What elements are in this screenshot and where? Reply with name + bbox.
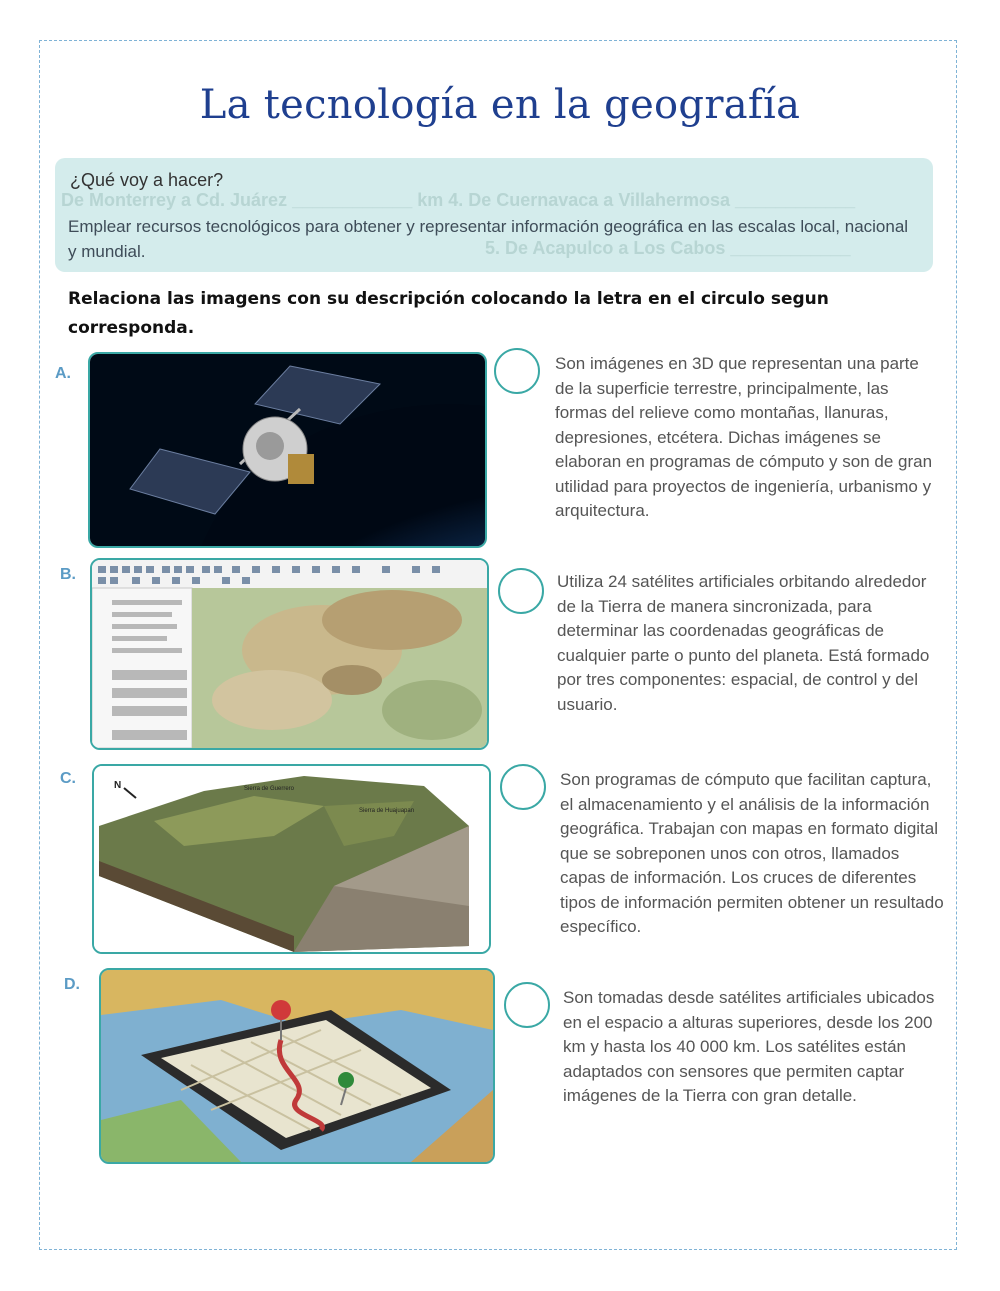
answer-circle-c[interactable] bbox=[500, 764, 546, 810]
map-pin-icon bbox=[271, 1000, 291, 1020]
description-c: Son programas de cómputo que facilitan captura, el almacenamiento y el análisis de la información geográfica. Trabajan con mapas en formato digital que se sobreponen unos con otros, llamados capas de información. Los cruces de diferentes tipos de información permiten obtener un resultado específico. bbox=[560, 770, 944, 936]
3d-terrain-model-image bbox=[92, 764, 491, 954]
answer-circle-a[interactable] bbox=[494, 348, 540, 394]
answer-circle-b[interactable] bbox=[498, 568, 544, 614]
item-letter-c: C. bbox=[60, 770, 76, 787]
smartphone-gps-map-image bbox=[99, 968, 495, 1164]
description-d: Son tomadas desde satélites artificiales ubicados en el espacio a alturas superiores, desde los 200 km y hasta los 40 000 km. Los satélites están adaptados con sensores que permiten captar imágenes de la Tierra con gran detalle. bbox=[563, 988, 935, 1105]
banner-heading: ¿Qué voy a hacer? bbox=[70, 170, 224, 190]
map-label: Sierra de Guerrero bbox=[244, 786, 295, 792]
instruction-text: Relaciona las imagens con su descripción colocando la letra en el circulo segun corresponda. bbox=[68, 289, 829, 338]
map-pin-icon bbox=[338, 1072, 354, 1088]
banner-text: Emplear recursos tecnológicos para obtener y representar información geográfica en las escalas local, nacional y mundial. bbox=[68, 217, 909, 261]
satellite-in-orbit-image bbox=[88, 352, 487, 548]
bleed-through-text: 5. De Acapulco a Los Cabos ____________ bbox=[485, 238, 851, 258]
bleed-through-text: De Monterrey a Cd. Juárez ____________ km 4. De Cuernavaca a Villahermosa ____________ bbox=[61, 190, 856, 210]
page-title: La tecnología en la geografía bbox=[199, 82, 801, 128]
description-b: Utiliza 24 satélites artificiales orbitando alrededor de la Tierra de manera sincronizada, para determinar las coordenadas geográficas de cualquier parte o punto del planeta. Está formado por tres componentes: espacial, de control y del usuario. bbox=[557, 572, 930, 714]
item-letter-a: A. bbox=[55, 365, 71, 382]
objective-banner bbox=[55, 158, 933, 272]
gis-software-screenshot bbox=[90, 558, 489, 750]
description-a: Son imágenes en 3D que representan una parte de la superficie terrestre, principalmente, las formas del relieve como montañas, llanuras, depresiones, etcétera. Dichas imágenes se elaboran en programas de cómputo y son de gran utilidad para proyectos de ingeniería, urbanismo y arquitectura. bbox=[555, 354, 933, 520]
item-letter-b: B. bbox=[60, 566, 76, 583]
item-letter-d: D. bbox=[64, 976, 80, 993]
north-arrow-label: N bbox=[114, 780, 122, 791]
map-label: Sierra de Huajuapan bbox=[359, 808, 415, 814]
answer-circle-d[interactable] bbox=[504, 982, 550, 1028]
